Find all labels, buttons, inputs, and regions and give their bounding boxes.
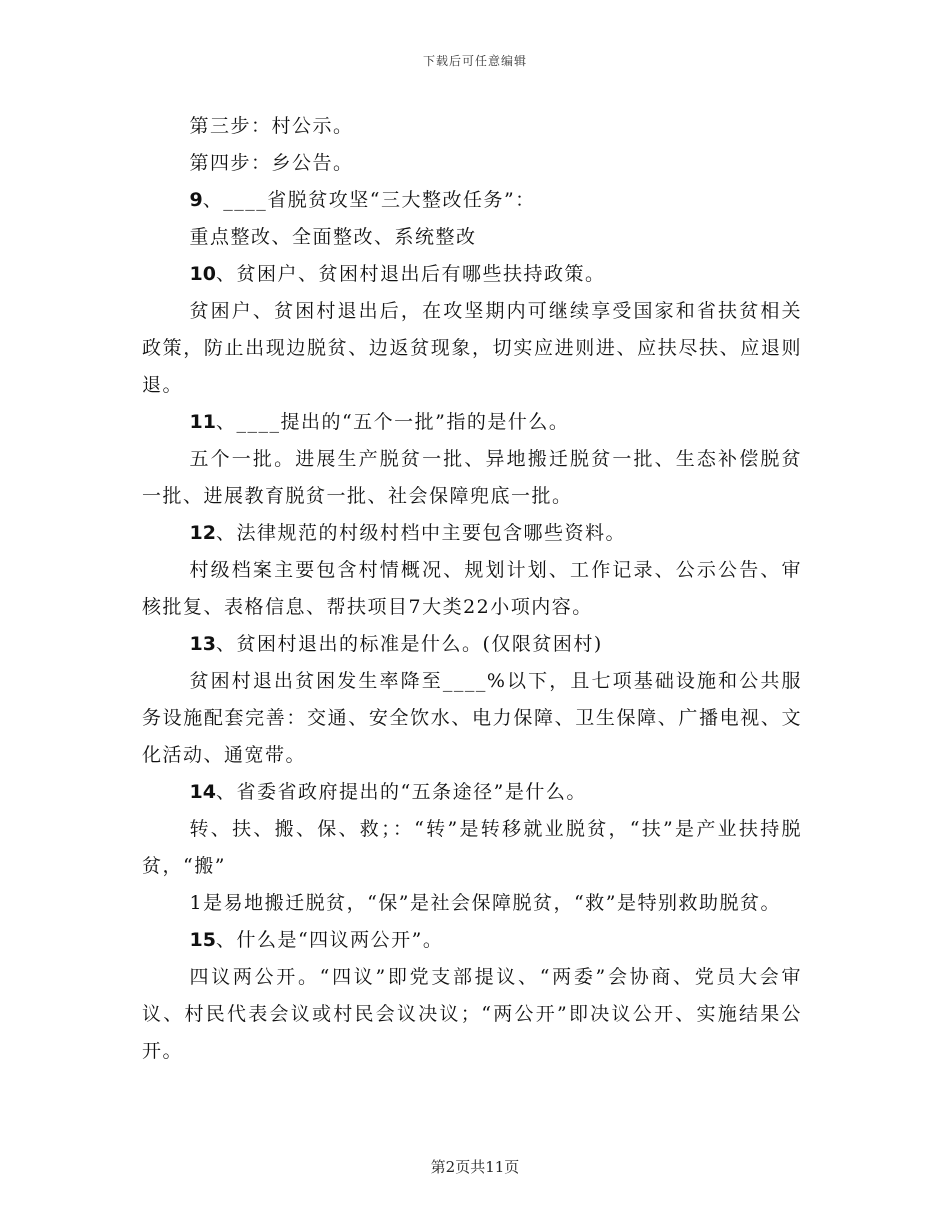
question-number: 11 (189, 411, 216, 433)
answer-15 (142, 959, 802, 1070)
question-text: 、贫困村退出的标准是什么。(仅限贫困村) (215, 633, 603, 655)
question-9 (142, 182, 802, 219)
question-text: 、贫困户、贫困村退出后有哪些扶持政策。 (215, 263, 606, 285)
answer-text: 五个一批。进展生产脱贫一批、异地搬迁脱贫一批、生态补偿脱贫一批、进展教育脱贫一批、社会保障兜底一批。 (142, 448, 802, 507)
answer-14-part-1 (142, 811, 802, 885)
answer-11 (142, 441, 802, 515)
question-15 (142, 922, 802, 959)
answer-13 (142, 663, 802, 774)
question-10 (142, 256, 802, 293)
question-number: 14 (189, 781, 216, 803)
answer-12 (142, 552, 802, 626)
answer-text: 四议两公开。“四议”即党支部提议、“两委”会协商、党员大会审议、村民代表会议或村民会议决议；“两公开”即决议公开、实施结果公开。 (142, 966, 802, 1062)
paragraph-text: 第四步：乡公告。 (189, 152, 354, 174)
question-14 (142, 774, 802, 811)
question-text: 、什么是“四议两公开”。 (215, 929, 444, 951)
question-11 (142, 404, 802, 441)
question-number: 13 (189, 633, 216, 655)
answer-text: 贫困户、贫困村退出后，在攻坚期内可继续享受国家和省扶贫相关政策，防止出现边脱贫、边返贫现象，切实应进则进、应扶尽扶、应退则退。 (142, 300, 802, 396)
document-body (142, 108, 802, 1070)
paragraph-step-3 (142, 108, 802, 145)
answer-text: 1是易地搬迁脱贫，“保”是社会保障脱贫，“救”是特别救助脱贫。 (189, 892, 781, 914)
question-number: 9 (189, 189, 203, 211)
question-text: 、法律规范的村级村档中主要包含哪些资料。 (215, 522, 626, 544)
answer-text: 贫困村退出贫困发生率降至____%以下，且七项基础设施和公共服务设施配套完善：交通、安全饮水、电力保障、卫生保障、广播电视、文化活动、通宽带。 (142, 670, 802, 766)
answer-text: 重点整改、全面整改、系统整改 (189, 226, 477, 248)
paragraph-text: 第三步：村公示。 (189, 115, 354, 137)
answer-9 (142, 219, 802, 256)
paragraph-step-4 (142, 145, 802, 182)
question-text: 、____提出的“五个一批”指的是什么。 (215, 411, 570, 433)
answer-10 (142, 293, 802, 404)
question-number: 10 (189, 263, 216, 285)
question-13 (142, 626, 802, 663)
question-number: 12 (189, 522, 216, 544)
question-text: 、____省脱贫攻坚“三大整改任务”： (202, 189, 536, 211)
page-footer: 第2页共11页 (430, 1158, 520, 1176)
page-header: 下载后可任意编辑 (422, 54, 527, 68)
answer-text: 转、扶、搬、保、救；：“转”是转移就业脱贫，“扶”是产业扶持脱贫，“搬” (142, 818, 802, 877)
question-12 (142, 515, 802, 552)
question-text: 、省委省政府提出的“五条途径”是什么。 (215, 781, 587, 803)
answer-14-part-2 (142, 885, 802, 922)
question-number: 15 (189, 929, 216, 951)
answer-text: 村级档案主要包含村情概况、规划计划、工作记录、公示公告、审核批复、表格信息、帮扶项目7大类22小项内容。 (142, 559, 802, 618)
